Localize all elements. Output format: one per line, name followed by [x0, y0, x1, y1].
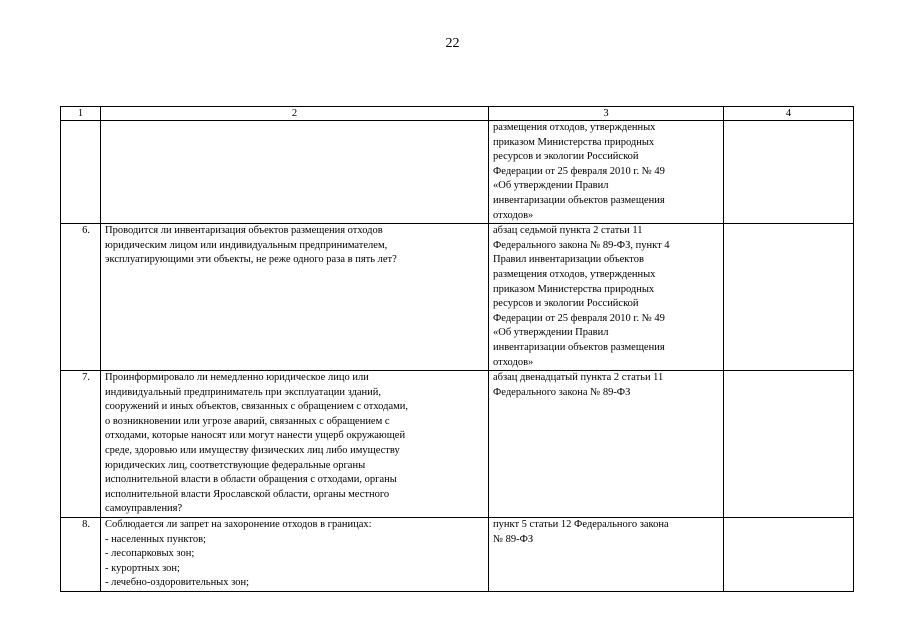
question-line: индивидуальный предприниматель при эксплуатации зданий, — [105, 386, 382, 398]
reference-cell — [489, 518, 724, 592]
reference-cell — [489, 371, 724, 518]
reference-line: размещения отходов, утвержденных — [493, 268, 656, 280]
note-cell — [724, 121, 854, 224]
column-header-1: 1 — [61, 107, 101, 121]
question-line: - населенных пунктов; — [105, 533, 206, 545]
question-cell — [101, 121, 489, 224]
table-header-row — [61, 107, 854, 121]
reference-line: № 89-ФЗ — [493, 533, 534, 545]
reference-line: отходов» — [493, 209, 534, 221]
row-number: 7. — [61, 371, 101, 518]
reference-line: абзац седьмой пункта 2 статьи 11 — [493, 225, 643, 237]
question-line: Проводится ли инвентаризация объектов размещения отходов — [105, 225, 383, 237]
column-header-4: 4 — [724, 107, 854, 121]
table-row — [61, 121, 854, 224]
question-line: Проинформировало ли немедленно юридическое лицо или — [105, 372, 369, 384]
table-row — [61, 371, 854, 518]
reference-line: приказом Министерства природных — [493, 283, 655, 295]
row-number — [61, 121, 101, 224]
question-line: исполнительной власти в области обращения с отходами, органы — [105, 474, 397, 486]
question-line: - лесопарковых зон; — [105, 548, 195, 560]
question-line: - курортных зон; — [105, 562, 180, 574]
reference-line: «Об утверждении Правил — [493, 180, 609, 192]
reference-line: ресурсов и экологии Российской — [493, 298, 639, 310]
reference-line: абзац двенадцатый пункта 2 статьи 11 — [493, 372, 664, 384]
table-row — [61, 518, 854, 592]
reference-line: Правил инвентаризации объектов — [493, 254, 644, 266]
reference-line: отходов» — [493, 356, 534, 368]
question-line: исполнительной власти Ярославской области, органы местного — [105, 488, 390, 500]
row-number: 6. — [61, 224, 101, 371]
question-cell — [101, 518, 489, 592]
question-line: юридических лиц, соответствующие федеральные органы — [105, 459, 366, 471]
reference-line: «Об утверждении Правил — [493, 327, 609, 339]
row-number: 8. — [61, 518, 101, 592]
reference-cell — [489, 224, 724, 371]
note-cell — [724, 518, 854, 592]
question-line: о возникновении или угрозе аварий, связанных с обращением с — [105, 415, 390, 427]
column-header-3: 3 — [489, 107, 724, 121]
reference-line: Федерального закона № 89-ФЗ, пункт 4 — [493, 239, 670, 251]
reference-cell — [489, 121, 724, 224]
question-line: сооружений и иных объектов, связанных с обращением с отходами, — [105, 401, 409, 413]
table-row — [61, 224, 854, 371]
question-line: отходами, которые наносят или могут нанести ущерб окружающей — [105, 430, 406, 442]
reference-line: размещения отходов, утвержденных — [493, 122, 656, 133]
question-line: юридическим лицом или индивидуальным предпринимателем, — [105, 239, 388, 251]
note-cell — [724, 371, 854, 518]
reference-line: Федерации от 25 февраля 2010 г. № 49 — [493, 312, 665, 324]
question-line: эксплуатирующими эти объекты, не реже одного раза в пять лет? — [105, 254, 397, 266]
question-cell — [101, 224, 489, 371]
question-line: Соблюдается ли запрет на захоронение отходов в границах: — [105, 519, 372, 531]
question-cell — [101, 371, 489, 518]
reference-line: инвентаризации объектов размещения — [493, 341, 665, 353]
question-line: - лечебно-оздоровительных зон; — [105, 577, 249, 589]
question-line: среде, здоровью или имуществу физических лиц либо имуществу — [105, 445, 400, 457]
reference-line: приказом Министерства природных — [493, 136, 655, 148]
page-number: 22 — [445, 36, 460, 51]
reference-line: инвентаризации объектов размещения — [493, 194, 665, 206]
reference-line: Федерального закона № 89-ФЗ — [493, 386, 631, 398]
reference-line: Федерации от 25 февраля 2010 г. № 49 — [493, 165, 665, 177]
checklist-table — [60, 106, 854, 592]
reference-line: ресурсов и экологии Российской — [493, 151, 639, 163]
question-line: самоуправления? — [105, 503, 183, 515]
reference-line: пункт 5 статьи 12 Федерального закона — [493, 519, 669, 531]
note-cell — [724, 224, 854, 371]
column-header-2: 2 — [101, 107, 489, 121]
